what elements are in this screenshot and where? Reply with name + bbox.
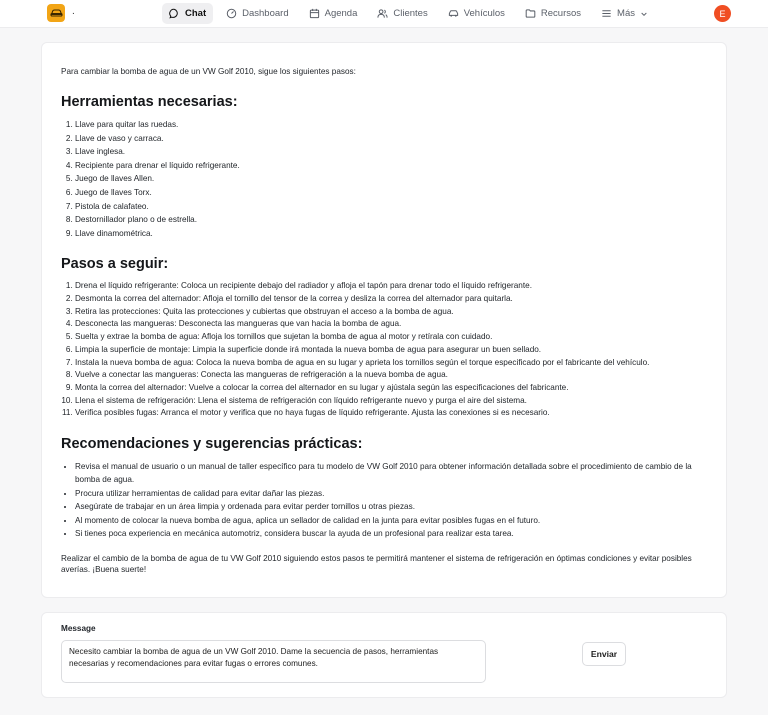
list-item: 7. Pistola de calafateo. <box>75 200 707 214</box>
list-item: 3. Llave inglesa. <box>75 145 707 159</box>
list-item: 9. Monta la correa del alternador: Vuelve a colocar la correa del alternador en su lugar y ajústala según las especificaciones del fabricante. <box>75 382 707 395</box>
nav-item-label: Clientes <box>393 8 428 19</box>
folder-icon <box>525 8 536 19</box>
nav-item-clientes[interactable] <box>370 3 434 24</box>
send-button[interactable]: Enviar <box>582 642 626 666</box>
nav-item-label: Chat <box>185 8 207 19</box>
list-item: • Asegúrate de trabajar en un área limpia y ordenada para evitar perder tornillos u otras piezas. <box>75 500 707 513</box>
response-closing: Realizar el cambio de la bomba de agua de tu VW Golf 2010 siguiendo estos pasos te permitirá mantener el sistema de refrigeración en óptimas condiciones y evitar posibles averías. ¡Buena suerte! <box>61 553 692 575</box>
steps-heading: Pasos a seguir: <box>61 256 169 273</box>
list-item: 6. Juego de llaves Torx. <box>75 186 707 200</box>
menu-icon <box>601 8 612 19</box>
message-label: Message <box>61 624 96 633</box>
nav-item-label: Más <box>617 8 635 19</box>
message-input[interactable] <box>61 640 486 683</box>
nav-item-label: Recursos <box>540 8 582 19</box>
nav-item-mas[interactable] <box>594 3 655 24</box>
tools-heading: Herramientas necesarias: <box>61 94 238 110</box>
nav-item-label: Vehículos <box>463 8 505 19</box>
car-logo-icon[interactable] <box>47 4 65 22</box>
list-item: 2. Desmonta la correa del alternador: Afloja el tornillo del tensor de la correa y desliza la correa del alternador para quitarla. <box>75 293 707 306</box>
main-nav <box>162 3 661 24</box>
list-item: • Procura utilizar herramientas de calidad para evitar dañar las piezas. <box>75 487 707 500</box>
list-item: 9. Llave dinamométrica. <box>75 227 707 241</box>
list-item: • Si tienes poca experiencia en mecánica automotriz, considera buscar la ayuda de un profesional para realizar esta tarea. <box>75 527 707 540</box>
list-item: 6. Limpia la superficie de montaje: Limpia la superficie donde irá montada la nueva bomba de agua para asegurar un buen sellado. <box>75 344 707 357</box>
top-navigation-bar <box>0 0 768 28</box>
nav-item-dashboard[interactable] <box>219 3 295 24</box>
nav-item-label: Dashboard <box>242 8 289 19</box>
list-item: 7. Instala la nueva bomba de agua: Coloca la nueva bomba de agua en su lugar y aprieta los tornillos según el torque especificado por el fabricante del vehículo. <box>75 357 707 370</box>
message-composer <box>41 612 727 698</box>
list-item: • Al momento de colocar la nueva bomba de agua, aplica un sellador de calidad en la junta para evitar posibles fugas en el futuro. <box>75 514 707 527</box>
list-item: 5. Suelta y extrae la bomba de agua: Afloja los tornillos que sujetan la bomba de agua al motor y retírala con cuidado. <box>75 331 707 344</box>
nav-item-label: Agenda <box>324 8 358 19</box>
users-icon <box>377 8 388 19</box>
nav-item-agenda[interactable] <box>302 3 365 24</box>
avatar[interactable]: E <box>714 5 731 22</box>
response-intro: Para cambiar la bomba de agua de un VW Golf 2010, sigue los siguientes pasos: <box>61 67 356 76</box>
nav-item-vehiculos[interactable] <box>441 3 512 24</box>
list-item: 10. Llena el sistema de refrigeración: Llena el sistema de refrigeración con líquido refrigerante nuevo y purga el aire del sistema. <box>75 395 707 408</box>
assistant-response-card <box>41 42 727 598</box>
car-icon <box>448 8 459 19</box>
recommendations-heading: Recomendaciones y sugerencias prácticas: <box>61 436 363 453</box>
list-item: 2. Llave de vaso y carraca. <box>75 132 707 146</box>
recommendations-list <box>61 460 707 540</box>
nav-item-recursos[interactable] <box>518 3 588 24</box>
dashboard-gauge-icon <box>226 8 237 19</box>
list-item: 4. Recipiente para drenar el líquido refrigerante. <box>75 159 707 173</box>
list-item: 8. Vuelve a conectar las mangueras: Conecta las mangueras de refrigeración a la nueva bomba de agua. <box>75 369 707 382</box>
list-item: 8. Destornillador plano o de estrella. <box>75 213 707 227</box>
nav-item-chat[interactable] <box>162 3 213 24</box>
app-name: . <box>72 6 75 17</box>
list-item: 1. Drena el líquido refrigerante: Coloca un recipiente debajo del radiador y afloja el tapón para drenar todo el líquido refrigerante. <box>75 280 707 293</box>
tools-list <box>61 118 707 240</box>
list-item: 4. Desconecta las mangueras: Desconecta las mangueras que van hacia la bomba de agua. <box>75 318 707 331</box>
steps-list <box>61 280 707 420</box>
calendar-icon <box>309 8 320 19</box>
list-item: 5. Juego de llaves Allen. <box>75 172 707 186</box>
list-item: • Revisa el manual de usuario o un manual de taller específico para tu modelo de VW Golf 2010 para obtener información detallada sobre el procedimiento de cambio de la bomba de agua. <box>75 460 707 487</box>
chevron-down-icon <box>640 10 648 18</box>
list-item: 11. Verifica posibles fugas: Arranca el motor y verifica que no haya fugas de líquido refrigerante. Ajusta las conexiones si es necesario. <box>75 407 707 420</box>
list-item: 1. Llave para quitar las ruedas. <box>75 118 707 132</box>
list-item: 3. Retira las protecciones: Quita las protecciones y cubiertas que obstruyan el acceso a la bomba de agua. <box>75 306 707 319</box>
chat-bubble-icon <box>169 8 180 19</box>
